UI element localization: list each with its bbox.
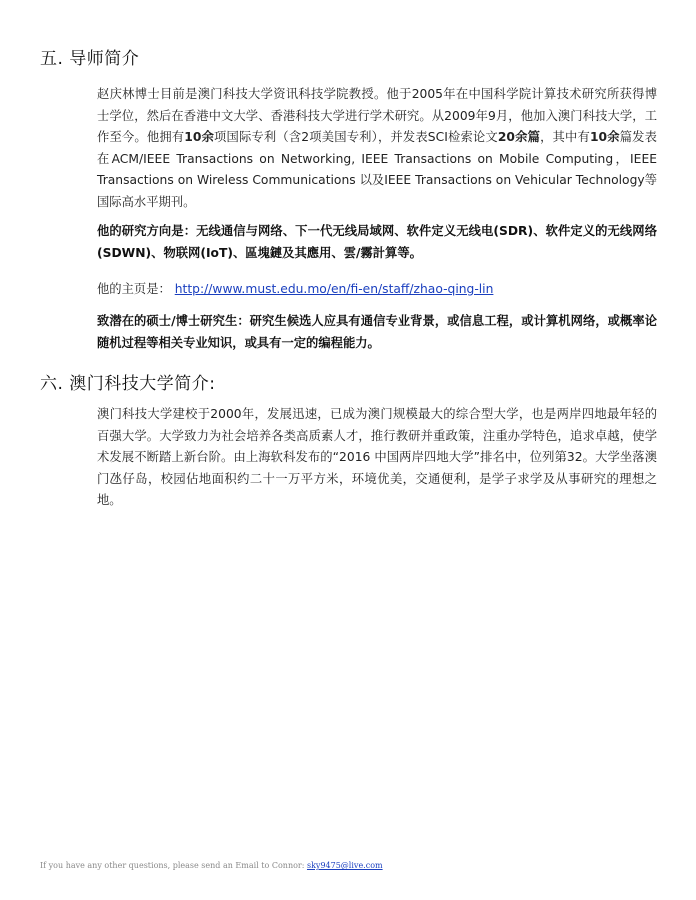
paper-count: 20余篇 [497,130,541,144]
footer-text: If you have any other questions, please send an Email to Connor: [40,861,307,870]
footer-note [40,861,383,870]
bio-text-4: 篇发表在ACM/IEEE Transactions on Networking, IEEE Transactions on Mobile Computing，IEEE Transactions on Wireless Communications 以及IEEE Transactions on Vehicular Technology等国际高水平期刊。 [97,130,657,209]
advisor-bio-paragraph [97,84,657,213]
section-6-heading: 六. 澳门科技大学简介: [40,374,216,394]
top-journal-count: 10余 [589,130,620,144]
homepage-paragraph [97,279,657,301]
research-areas-paragraph: 他的研究方向是：无线通信与网络、下一代无线局域网、软件定义无线电(SDR)、软件定义的无线网络(SDWN)、物联网(IoT)、區塊鏈及其應用、雲/霧計算等。 [97,224,657,260]
contact-email-link[interactable]: sky9475@live.com [306,861,383,870]
homepage-link[interactable]: http://www.must.edu.mo/en/fi-en/staff/zhao-qing-lin [174,282,494,296]
section-5-heading: 五. 导师简介 [40,49,140,69]
bio-text-3: ，其中有 [540,130,590,144]
university-intro-paragraph: 澳门科技大学建校于2000年，发展迅速，已成为澳门规模最大的综合型大学，也是两岸四地最年轻的百强大学。大学致力为社会培养各类高质素人才，推行教研并重政策，注重办学特色，追求卓越，使学术发展不断踏上新台阶。由上海软科发布的“2016 中国两岸四地大学”排名中，位列第32。大学坐落澳门氹仔岛，校园佔地面积约二十一万平方米，环境优美，交通便利，是学子求学及从事研究的理想之地。 [97,407,657,507]
bio-text-1: 赵庆林博士目前是澳门科技大学资讯科技学院教授。他于2005年在中国科学院计算技术研究所获得博士学位，然后在香港中文大学、香港科技大学进行学术研究。从2009年9月，他加入澳门科技大学，工作至今。他拥有 [97,87,657,144]
homepage-label: 他的主页是： [97,282,171,296]
bio-text-2: 项国际专利（含2项美国专利），并发表SCI检索论文 [214,130,498,144]
patent-count: 10余 [184,130,215,144]
student-requirements-paragraph: 致潜在的硕士/博士研究生：研究生候选人应具有通信专业背景，或信息工程，或计算机网络，或概率论随机过程等相关专业知识，或具有一定的编程能力。 [97,314,657,350]
